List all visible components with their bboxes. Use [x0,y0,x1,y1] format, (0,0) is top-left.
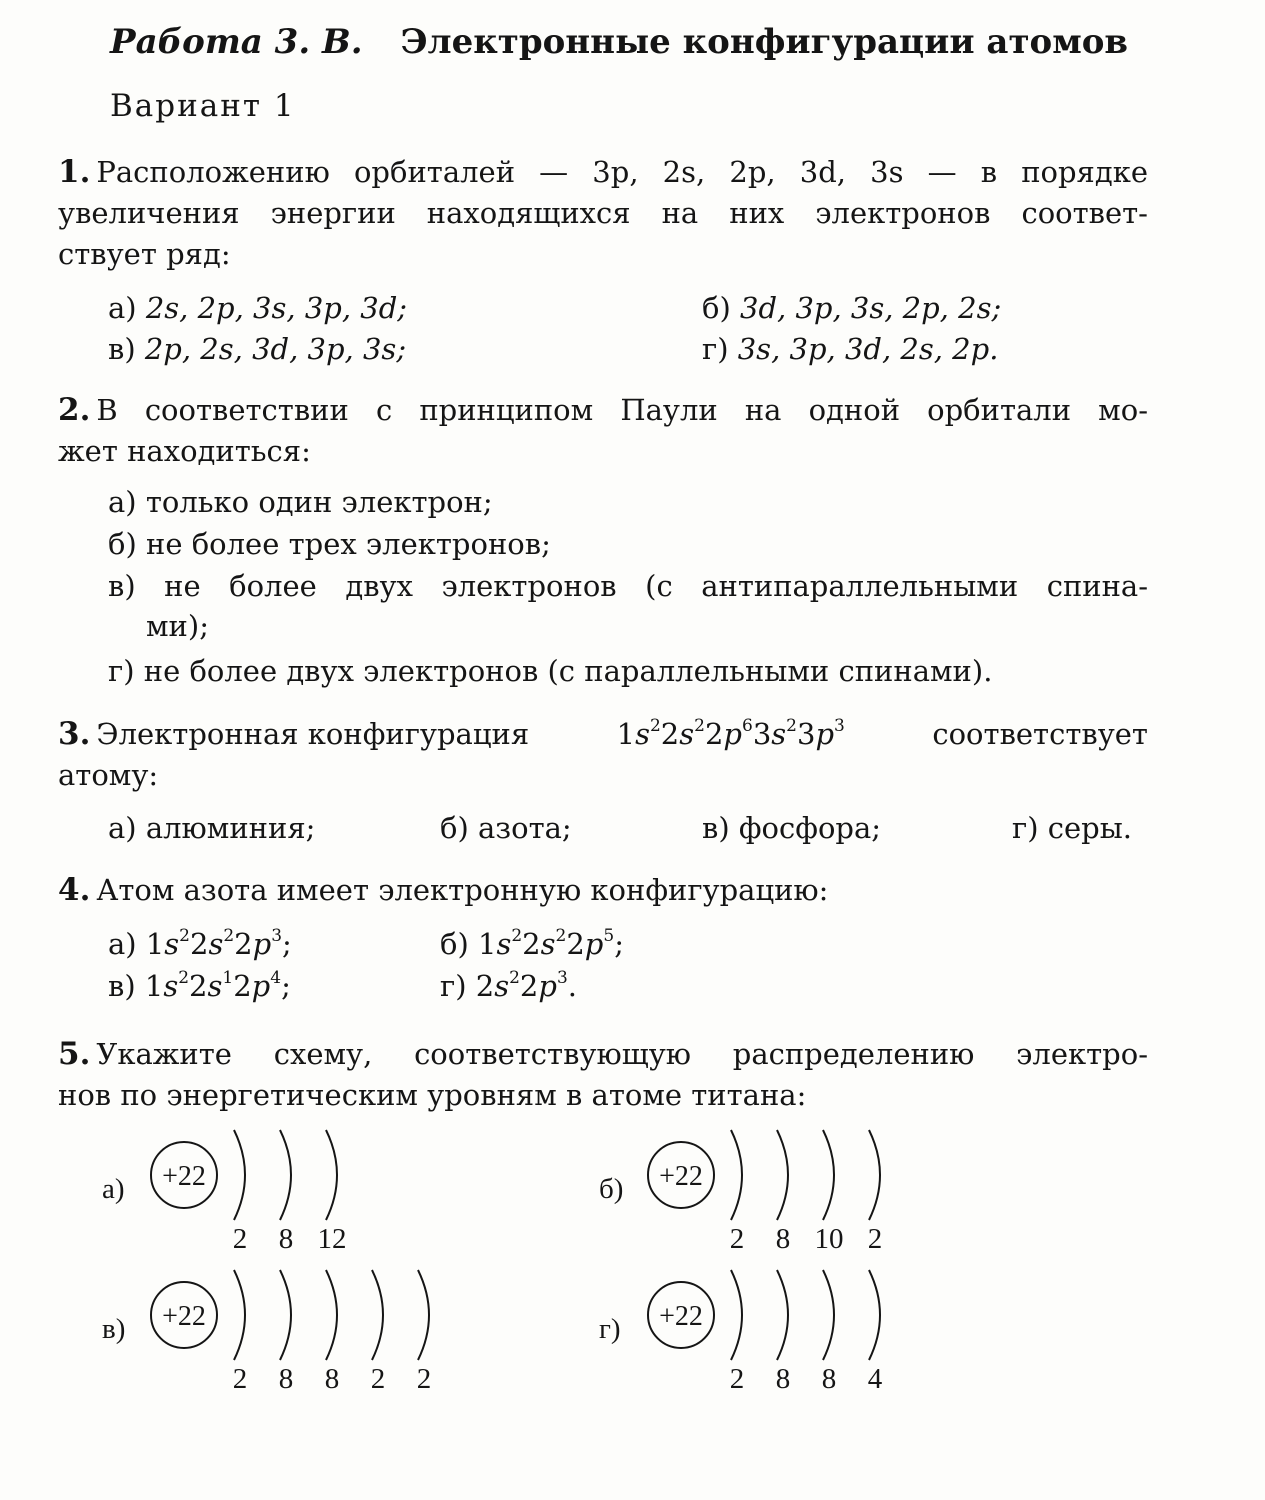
shell-electron-count: 10 [814,1223,844,1255]
q3-option-b[interactable] [440,808,572,848]
shell-electron-count: 2 [232,1363,248,1395]
shell-electron-count: 12 [317,1223,347,1255]
electron-shell-arc [234,1130,245,1220]
question-number: 5. [58,1036,91,1072]
q4-option-b[interactable] [440,924,624,964]
option-label: в) [108,569,136,603]
option-text: серы. [1047,811,1133,845]
shell-electron-count: 4 [867,1363,883,1395]
question-number: 2. [58,392,91,428]
q1-line1-text: Расположению орбиталей — 3p, 2s, 2p, 3d, 3s — в порядке [96,155,1148,189]
option-label: в) [108,969,136,1003]
shell-electron-count: 2 [370,1363,386,1395]
variant-label: Вариант 1 [110,88,296,124]
electron-shell-arc [731,1130,742,1220]
q4-line1-text: Атом азота имеет электронную конфигурацию: [96,873,829,907]
q5-option-g[interactable] [597,1268,917,1402]
nucleus-charge: +22 [659,1161,703,1192]
option-label: г) [599,1313,621,1345]
option-label: г) [108,654,135,688]
question-3-line-1 [58,714,1148,755]
q3-part-a [58,714,529,755]
option-line-1 [108,566,1148,606]
electron-shell-arc [372,1270,383,1360]
q2-option-g[interactable] [108,651,992,691]
electron-shell-arc [823,1130,834,1220]
question-3-line-2: атому: [58,758,159,792]
q5-option-b[interactable] [597,1128,917,1262]
option-label: а) [108,485,137,519]
electron-shell-arc [234,1270,245,1360]
option-text: 3s, 3p, 3d, 2s, 2p. [737,332,999,366]
atom-diagram [597,1268,917,1398]
q3-option-v[interactable] [702,808,881,848]
q4-option-v[interactable] [108,966,291,1006]
question-2 [58,390,1148,472]
option-label: а) [108,927,137,961]
option-text: не более двух электронов (с антипараллельными спина- [164,569,1149,603]
nucleus-charge: +22 [659,1301,703,1332]
shell-electron-count: 2 [867,1223,883,1255]
option-label: в) [102,1313,126,1345]
title-text: Электронные конфигурации атомов [400,22,1129,62]
shell-electron-count: 2 [729,1363,745,1395]
shell-electron-count: 2 [232,1223,248,1255]
electron-shell-arc [418,1270,429,1360]
option-formula: $1s^22s^22p^3$; [145,926,292,961]
q1-option-v[interactable] [108,329,406,369]
electron-shell-arc [869,1270,880,1360]
option-text: только один электрон; [145,485,493,519]
option-text: 2p, 2s, 3d, 3p, 3s; [144,332,407,366]
option-label: г) [702,332,729,366]
shell-electron-count: 2 [729,1223,745,1255]
option-text: азота; [478,811,572,845]
electron-shell-arc [777,1270,788,1360]
q2-option-b[interactable] [108,524,551,564]
q4-option-g[interactable] [440,966,577,1006]
q2-line1-text: В соответствии с принципом Паули на одной орбитали мо- [96,393,1148,427]
option-label: в) [108,332,136,366]
option-formula: $1s^22s^22p^5$; [478,926,624,961]
option-label: в) [702,811,730,845]
question-1-line-1 [58,152,1148,193]
question-number: 4. [58,872,91,908]
q1-option-g[interactable] [702,329,998,369]
option-text: 3d, 3p, 3s, 2p, 2s; [740,291,1002,325]
question-number: 1. [58,154,91,190]
electron-shell-arc [280,1130,291,1220]
q5-option-v[interactable] [100,1268,460,1402]
q4-option-a[interactable] [108,924,292,964]
q3-option-g[interactable] [1012,808,1132,848]
option-label: г) [1012,811,1039,845]
question-4 [58,870,1148,911]
shell-electron-count: 8 [278,1363,294,1395]
electron-config: $1s^22s^22p^63s^23p^3$ [616,716,845,751]
option-label: б) [440,811,469,845]
shell-electron-count: 8 [775,1223,791,1255]
q5-line1-text: Укажите схему, соответствующую распределению электро- [96,1037,1148,1071]
worksheet-title [110,22,1128,62]
q3-option-a[interactable] [108,808,315,848]
atom-diagram [597,1128,917,1258]
question-2-line-1 [58,390,1148,431]
question-5 [58,1034,1148,1116]
electron-shell-arc [869,1130,880,1220]
question-number: 3. [58,716,91,752]
option-label: а) [108,291,137,325]
option-text: фосфора; [738,811,882,845]
question-1-line-2: увеличения энергии находящихся на них электронов соответ- [58,196,1148,230]
electron-shell-arc [823,1270,834,1360]
question-2-line-2: жет находиться: [58,434,311,468]
question-1-line-3: ствует ряд: [58,237,231,271]
question-5-line-2: нов по энергетическим уровням в атоме титана: [58,1078,807,1112]
q1-option-a[interactable] [108,288,407,328]
q5-option-a[interactable] [100,1128,400,1262]
option-text: алюминия; [145,811,316,845]
question-3 [58,714,1148,796]
question-1 [58,152,1148,275]
q2-option-a[interactable] [108,482,493,522]
option-label: б) [702,291,731,325]
electron-shell-arc [326,1130,337,1220]
option-label: б) [108,527,137,561]
q3-line1-b: соответствует [932,717,1148,751]
nucleus-charge: +22 [162,1161,206,1192]
electron-shell-arc [731,1270,742,1360]
option-formula: $1s^22s^12p^4$; [144,968,291,1003]
work-number: Работа 3. В. [110,22,363,62]
q2-option-v[interactable] [108,566,1148,646]
electron-shell-arc [777,1130,788,1220]
option-text: не более трех электронов; [146,527,551,561]
q1-option-b[interactable] [702,288,1001,328]
shell-electron-count: 8 [821,1363,837,1395]
option-label: а) [108,811,137,845]
q3-line1-a: Электронная конфигурация [96,717,530,751]
option-text: 2s, 2p, 3s, 3p, 3d; [145,291,408,325]
shell-electron-count: 8 [278,1223,294,1255]
shell-electron-count: 8 [324,1363,340,1395]
electron-shell-arc [280,1270,291,1360]
option-text: не более двух электронов (с параллельными спинами). [143,654,993,688]
option-label: б) [599,1173,624,1205]
question-4-line-1 [58,870,1148,911]
question-5-line-1 [58,1034,1148,1075]
electron-shell-arc [326,1270,337,1360]
shell-electron-count: 2 [416,1363,432,1395]
option-line-2: ми); [146,609,209,643]
option-label: б) [440,927,469,961]
option-label: г) [440,969,467,1003]
option-formula: $2s^22p^3$. [475,968,577,1003]
nucleus-charge: +22 [162,1301,206,1332]
atom-diagram [100,1128,400,1258]
shell-electron-count: 8 [775,1363,791,1395]
atom-diagram [100,1268,460,1398]
option-label: а) [102,1173,125,1205]
